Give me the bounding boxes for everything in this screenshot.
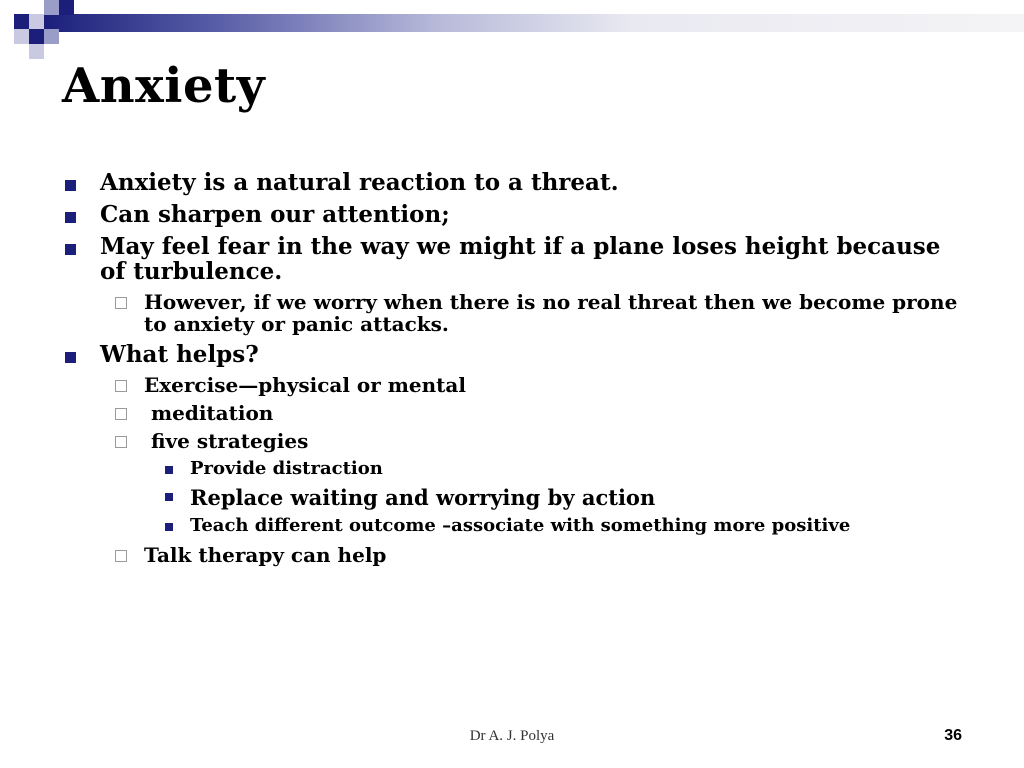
sub-bullet-item: [62, 544, 962, 566]
bullet-text: Can sharpen our attention;: [100, 200, 450, 228]
sub-bullet-text: Exercise—physical or mental: [144, 372, 466, 397]
filled-square-icon: [65, 180, 76, 191]
hollow-square-icon: [115, 550, 127, 562]
sub-bullet-item: [62, 374, 962, 396]
hollow-square-icon: [115, 408, 127, 420]
header-gradient-bar: [44, 14, 1024, 32]
decor-square-icon: [44, 0, 59, 15]
sub-sub-bullet-item: [62, 459, 962, 479]
small-filled-square-icon: [165, 466, 173, 474]
sub-bullet-text: meditation: [144, 400, 274, 425]
sub-bullet-text: However, if we worry when there is no real threat then we become prone to anxiety or panic attacks.: [144, 290, 958, 337]
filled-square-icon: [65, 244, 76, 255]
sub-sub-bullet-text: Teach different outcome –associate with something more positive: [190, 515, 851, 537]
slide-title: Anxiety: [62, 58, 266, 114]
bullet-item: [62, 234, 962, 286]
bullet-text: Anxiety is a natural reaction to a threat.: [100, 169, 619, 196]
footer-author: Dr A. J. Polya: [469, 728, 555, 744]
hollow-square-icon: [115, 297, 127, 309]
sub-bullet-item: [62, 430, 962, 452]
decor-square-icon: [29, 14, 44, 29]
decor-square-icon: [14, 14, 29, 29]
sub-bullet-text: five strategies: [144, 429, 309, 454]
sub-sub-bullet-item: [62, 516, 962, 536]
filled-square-icon: [65, 212, 76, 223]
decor-square-icon: [14, 29, 29, 44]
bullet-text: What helps?: [100, 340, 259, 368]
sub-bullet-text: Talk therapy can help: [144, 542, 387, 567]
decor-square-icon: [29, 29, 44, 44]
sub-sub-bullet-item: [62, 486, 962, 510]
hollow-square-icon: [115, 380, 127, 392]
sub-sub-bullet-text: Provide distraction: [190, 457, 383, 479]
bullet-item: [62, 170, 962, 196]
sub-bullet-item: [62, 291, 962, 336]
sub-sub-bullet-text: Replace waiting and worrying by action: [190, 484, 656, 510]
decor-square-icon: [44, 29, 59, 44]
bullet-text: May feel fear in the way we might if a plane loses height because of turbulence.: [100, 232, 941, 286]
decor-square-icon: [59, 0, 74, 15]
slide-content: [62, 170, 962, 572]
page-number: 36: [944, 727, 962, 744]
bullet-item: [62, 202, 962, 228]
small-filled-square-icon: [165, 493, 173, 501]
decor-square-icon: [29, 44, 44, 59]
sub-bullet-item: [62, 402, 962, 424]
hollow-square-icon: [115, 436, 127, 448]
small-filled-square-icon: [165, 523, 173, 531]
filled-square-icon: [65, 352, 76, 363]
bullet-item: [62, 342, 962, 368]
